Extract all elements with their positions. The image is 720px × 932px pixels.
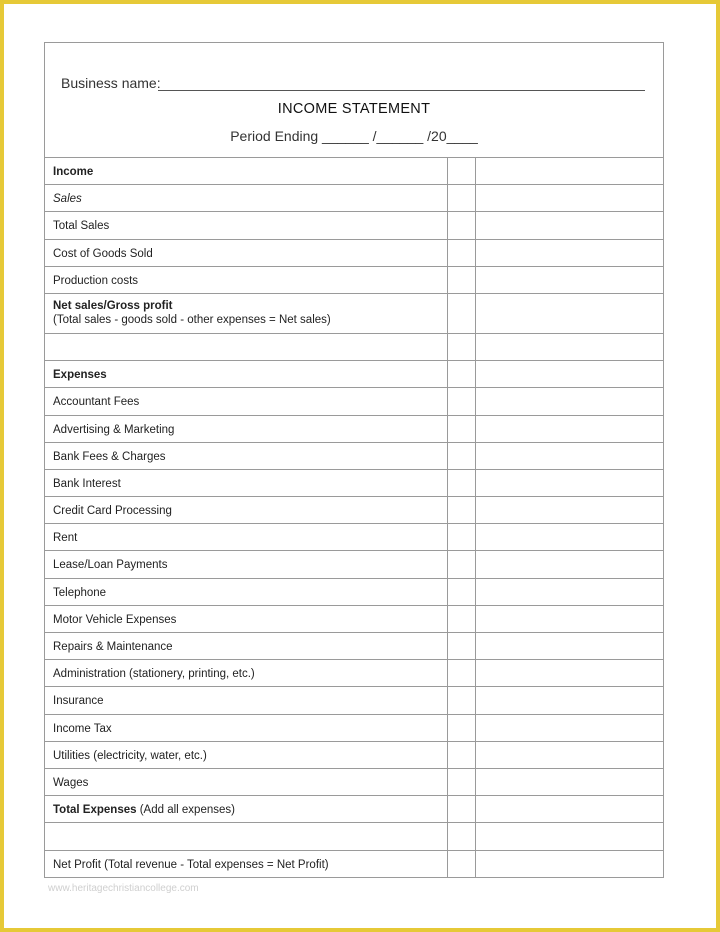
row-label	[53, 219, 109, 233]
watermark: www.heritagechristiancollege.com	[48, 883, 199, 894]
row-label-text: Income	[53, 166, 94, 178]
row-label-text: Bank Fees & Charges	[53, 450, 166, 463]
row-label	[53, 368, 107, 382]
row-label	[53, 558, 167, 572]
row-label	[53, 247, 153, 261]
table-row	[45, 714, 663, 741]
row-label-text: Repairs & Maintenance	[53, 641, 173, 653]
income-statement-form	[44, 42, 664, 878]
table-row	[45, 578, 663, 605]
row-label-text: Bank Interest	[53, 477, 121, 490]
row-label-text: Expenses	[53, 369, 107, 382]
table-row	[45, 184, 663, 211]
row-label-text: Accountant Fees	[53, 396, 140, 409]
row-label-text: Sales	[53, 193, 82, 206]
row-label-note: (Add all expenses)	[136, 804, 235, 817]
table-row	[45, 293, 663, 333]
row-label-text: Lease/Loan Payments	[53, 559, 168, 572]
row-label	[53, 477, 121, 491]
row-label	[53, 722, 112, 736]
row-label	[53, 803, 235, 817]
table-row	[45, 822, 663, 849]
table-row	[45, 632, 663, 659]
table-row	[45, 496, 663, 523]
row-label	[53, 192, 82, 206]
row-label-text: Administration (stationery, printing, etc.)	[53, 668, 255, 681]
row-label-text: Utilities (electricity, water, etc.)	[53, 749, 207, 762]
table-row	[45, 686, 663, 713]
table-row	[45, 741, 663, 768]
row-label-note: (Total sales - goods sold - other expenses = Net sales)	[53, 313, 331, 326]
table-row	[45, 523, 663, 550]
row-label	[53, 531, 77, 545]
table-row	[45, 850, 663, 877]
table-row	[45, 605, 663, 632]
row-label-text: Credit Card Processing	[53, 505, 172, 518]
row-label-text: Motor Vehicle Expenses	[53, 613, 177, 626]
row-label-text: Advertising & Marketing	[53, 423, 175, 436]
table-row	[45, 266, 663, 293]
form-header	[45, 43, 663, 157]
business-name-label: Business name:	[61, 75, 161, 91]
row-label	[53, 694, 104, 708]
table-row	[45, 550, 663, 577]
row-label	[53, 423, 174, 437]
row-label	[53, 395, 139, 409]
row-label-text: Net sales/Gross profit	[53, 299, 173, 312]
row-label	[53, 667, 255, 681]
row-label-text: Income Tax	[53, 722, 112, 735]
table-row	[45, 239, 663, 266]
row-label	[53, 450, 166, 464]
table-row	[45, 387, 663, 414]
row-label-text: Total Expenses	[53, 804, 137, 817]
row-label-text: Wages	[53, 776, 89, 789]
page-title: INCOME STATEMENT	[277, 101, 431, 117]
row-label	[53, 504, 172, 518]
row-label	[53, 586, 106, 600]
statement-table	[45, 157, 663, 877]
row-label-text: Total Sales	[53, 220, 110, 233]
row-label-text: Production costs	[53, 274, 139, 287]
table-row	[45, 360, 663, 387]
table-row	[45, 469, 663, 496]
row-label	[53, 299, 331, 327]
period-ending: Period Ending ______ /______ /20____	[230, 128, 478, 144]
column-divider	[447, 157, 448, 877]
row-label	[53, 749, 207, 763]
row-label-text: Cost of Goods Sold	[53, 247, 153, 260]
row-label-text: Telephone	[53, 586, 107, 599]
table-row	[45, 157, 663, 184]
table-row	[45, 415, 663, 442]
row-label	[53, 613, 176, 627]
row-label-text: Insurance	[53, 695, 104, 708]
table-row	[45, 795, 663, 822]
table-row	[45, 211, 663, 238]
row-label	[53, 776, 88, 790]
table-row	[45, 659, 663, 686]
row-label	[53, 274, 138, 288]
row-label-text: Rent	[53, 532, 78, 545]
row-label	[53, 165, 93, 179]
row-label	[53, 858, 329, 872]
row-label	[53, 640, 173, 654]
table-row	[45, 333, 663, 360]
table-row	[45, 442, 663, 469]
business-name-field[interactable]	[158, 90, 645, 91]
document-page	[4, 4, 716, 928]
table-row	[45, 768, 663, 795]
row-label-text: Net Profit (Total revenue - Total expenses = Net Profit)	[53, 858, 329, 871]
column-divider	[475, 157, 476, 877]
